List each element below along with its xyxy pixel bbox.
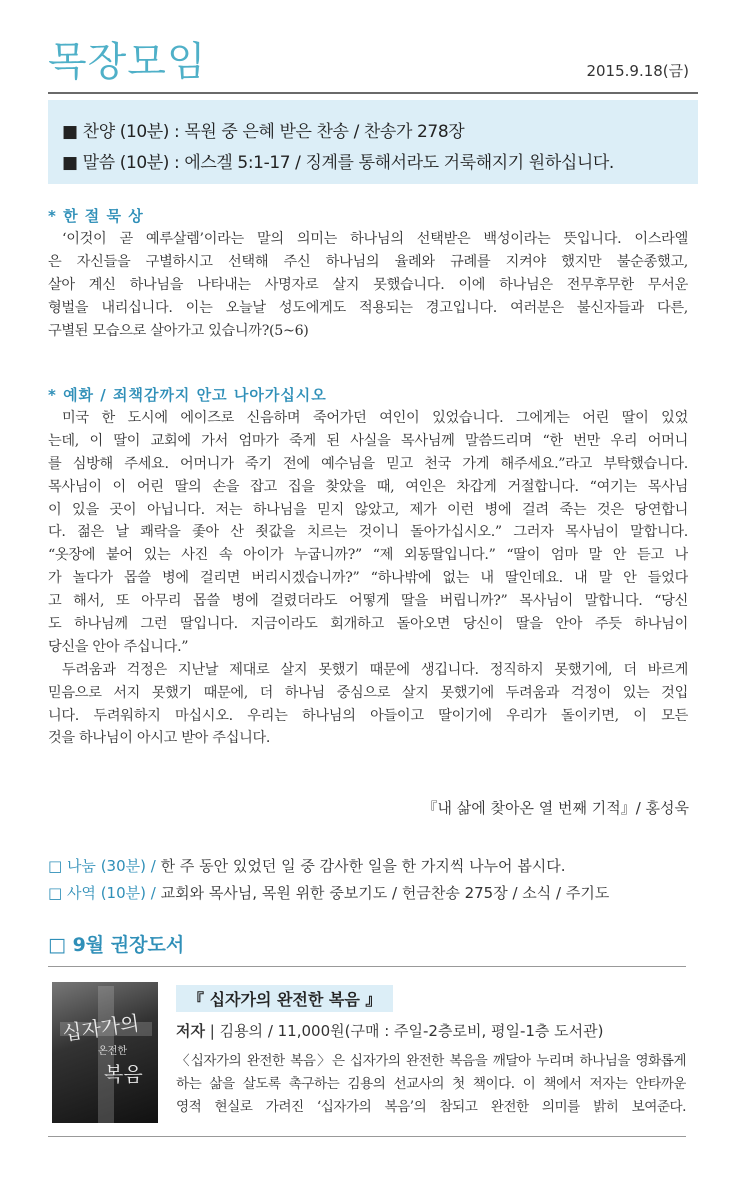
date-label: 2015.9.18(금)	[586, 62, 689, 80]
text-line: 것을 하나님이 아시고 받아 주십니다.	[48, 730, 271, 747]
text-line: 당신을 안아 주십니다.”	[48, 638, 189, 655]
sharing-text: 한 주 동안 있었던 일 중 감사한 일을 한 가지씩 나누어 봅시다.	[160, 857, 566, 875]
book-cover-image	[52, 982, 158, 1123]
text-line: 믿음으로 서지 못했기 때문에, 더 하나님 중심으로 살지 못했기에 두려움과 걱정이 있는 것입	[48, 684, 688, 701]
text-line: 를 심방해 주세요. 어머니가 죽기 전에 예수님을 믿고 천국 가게 해주세요.”라고 부탁했습니다.	[48, 455, 688, 472]
text-line: 이 있을 곳이 아닙니다. 저는 하나님을 믿지 않았고, 제가 이런 병에 걸려 죽는 것은 당연합니	[48, 501, 688, 518]
ministry-text: 교회와 목사님, 목원 위한 중보기도 / 헌금찬송 275장 / 소식 / 주기도	[160, 884, 610, 902]
desc-line: 영적 현실로 가려진 ‘십자가의 복음’의 참되고 완전한 의미를 밝히 보여준다.	[176, 1099, 686, 1115]
text-line: 살아 계신 하나님을 나타내는 사명자로 살지 못했습니다. 이에 하나님은 전무후무한 무서운	[48, 276, 688, 293]
text-line: 두려움과 걱정은 지난날 제대로 살지 못했기 때문에 생깁니다. 정직하지 못했기에, 더 바르게	[62, 661, 688, 678]
meditation-paragraph	[48, 228, 688, 342]
word-line: ■ 말씀 (10분) : 에스겔 5:1-17 / 징계를 통해서라도 거룩해지기 원하십니다.	[62, 153, 614, 173]
text-line: 형벌을 내리십니다. 이는 오늘날 성도에게도 적용되는 경고입니다. 여러분은 불신자들과 다른,	[48, 299, 688, 316]
cover-title-top: 십자가의	[60, 1010, 141, 1046]
text-line: 는데, 이 딸이 교회에 가서 엄마가 죽게 된 사실을 목사님께 말씀드리며 “한 번만 우리 어머니	[48, 432, 688, 449]
illustration-heading: * 예화 / 죄책감까지 안고 나아가십시오	[48, 386, 327, 404]
header-divider	[48, 92, 698, 94]
sharing-label: □ 나눔 (30분) /	[48, 857, 156, 875]
author-info: | 김용의 / 11,000원(구매 : 주일-2층로비, 평일-1층 도서관)	[204, 1022, 604, 1040]
illustration-paragraph	[48, 407, 688, 750]
text-line: 미국 한 도시에 에이즈로 신음하며 죽어가던 여인이 있었습니다. 그에게는 어린 딸이 있었	[62, 410, 688, 426]
text-line: 은 자신들을 구별하시고 선택해 주신 하나님의 율례와 규례를 지켜야 했지만 불순종했고,	[48, 253, 688, 270]
text-line: 고 해서, 또 아무리 몹쓸 병에 걸렸더라도 어떻게 딸을 버립니까?” 목사님이 말합니다. “당신	[48, 593, 688, 610]
book-description	[176, 1050, 686, 1119]
text-line: 구별된 모습으로 살아가고 있습니까?(5~6)	[48, 322, 309, 339]
meditation-heading: * 한 절 묵 상	[48, 207, 144, 225]
sharing-line	[48, 855, 566, 876]
cover-title-mid: 온전한	[98, 1046, 127, 1057]
source-citation: 『내 삶에 찾아온 열 번째 기적』/ 홍성욱	[422, 799, 689, 817]
text-line: 다. 젊은 날 쾌락을 좇아 산 죗값을 치르는 것이니 돌아가십시오.” 그러자 목사님이 말합니다.	[48, 524, 688, 541]
text-line: “옷장에 붙어 있는 사진 속 아이가 누굽니까?” “제 외동딸입니다.” “딸이 엄마 말 안 듣고 나	[48, 547, 688, 564]
text-line: 가 놀다가 몹쓸 병에 걸리면 버리시겠습니까?” “하나밖에 없는 내 딸인데요. 내 말 안 들었다	[48, 570, 688, 587]
book-title: 『 십자가의 완전한 복음 』	[176, 985, 393, 1012]
desc-line: 〈십자가의 완전한 복음〉은 십자가의 완전한 복음을 깨달아 누리며 하나님을 영화롭게	[176, 1053, 686, 1069]
text-line: 목사님이 이 어린 딸의 손을 잡고 집을 찾았을 때, 여인은 차갑게 거절합니다. “여기는 목사님	[48, 478, 688, 495]
ministry-line	[48, 882, 609, 903]
author-key: 저자	[176, 1022, 205, 1040]
praise-line: ■ 찬양 (10분) : 목원 중 은혜 받은 찬송 / 찬송가 278장	[62, 122, 465, 142]
book-divider	[48, 966, 686, 967]
cover-title-bottom: 복음	[104, 1062, 143, 1086]
page-title: 목장모임	[48, 39, 207, 85]
ministry-label: □ 사역 (10분) /	[48, 884, 156, 902]
summary-box	[48, 100, 698, 184]
book-section-heading: □ 9월 권장도서	[48, 934, 185, 956]
book-author-line	[176, 1020, 604, 1041]
book-bottom-divider	[48, 1136, 686, 1137]
text-line: 니다. 두려워하지 마십시오. 우리는 하나님의 아들이고 딸이기에 우리가 돌이키면, 이 모든	[48, 707, 688, 724]
text-line: ‘이것이 곧 예루살렘’이라는 말의 의미는 하나님의 선택받은 백성이라는 뜻입니다. 이스라엘	[62, 231, 688, 247]
desc-line: 하는 삶을 살도록 촉구하는 김용의 선교사의 첫 책이다. 이 책에서 저자는 안타까운	[176, 1076, 686, 1092]
text-line: 도 하나님께 그런 딸입니다. 지금이라도 회개하고 돌아오면 당신이 딸을 안아 주듯 하나님이	[48, 616, 688, 633]
